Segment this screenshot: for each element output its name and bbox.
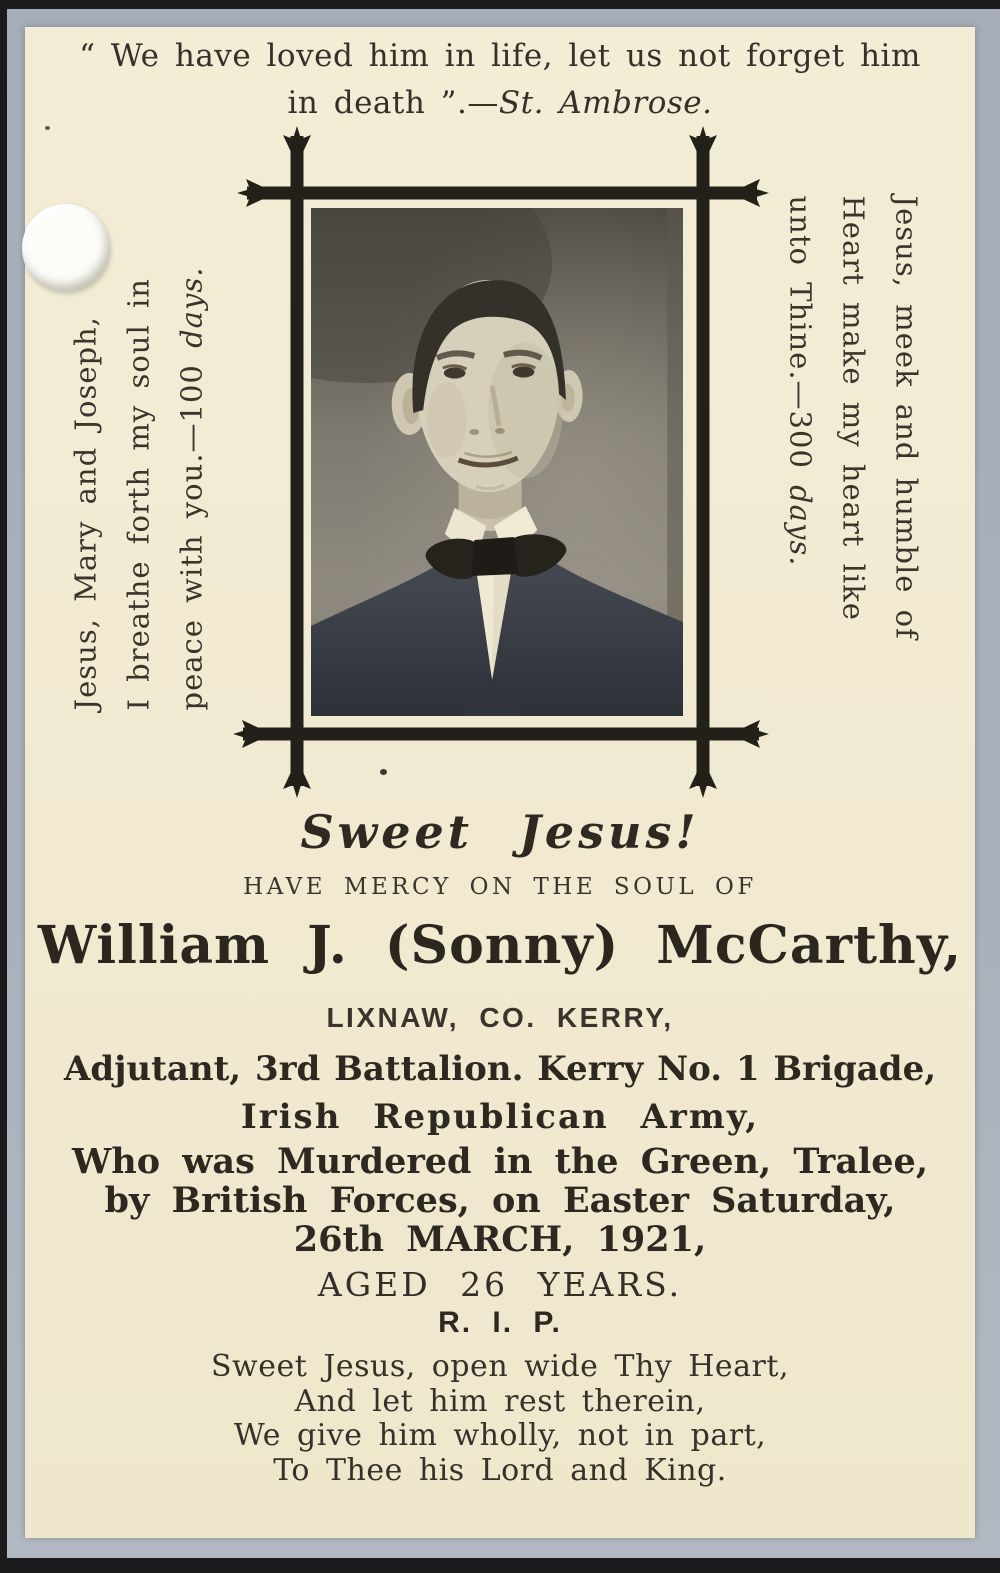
quote-line-2: in death ”.—St. Ambrose.: [287, 85, 713, 121]
frame-left-bar: [291, 136, 304, 786]
invocation-heading: Sweet Jesus!: [300, 805, 700, 859]
fleur-tip: [743, 179, 769, 207]
verse-line-3: We give him wholly, not in part,: [233, 1418, 767, 1453]
fleur-tip: [689, 772, 717, 798]
fleur-tip: [689, 126, 717, 152]
frame-bars: [233, 126, 769, 798]
frame-top-bar: [247, 187, 757, 200]
verse-line-1: Sweet Jesus, open wide Thy Heart,: [211, 1349, 789, 1384]
fleur-tip: [283, 772, 311, 798]
left-prayer-line-3: peace with you.—100 days.: [174, 266, 209, 711]
top-quotation: [0, 33, 1000, 127]
fleur-tip: [233, 720, 259, 748]
ink-speck: [45, 126, 50, 130]
right-prayer-line-1: Jesus, meek and humble of: [889, 195, 924, 640]
deceased-organization: Irish Republican Army,: [240, 1097, 760, 1137]
left-prayer-line-2: I breathe forth my soul in: [121, 278, 156, 711]
fleur-tip: [743, 720, 769, 748]
right-prayer-line-3: unto Thine.—300 days.: [783, 195, 818, 567]
deceased-age: AGED 26 YEARS.: [317, 1265, 683, 1304]
death-circumstances: [0, 1142, 1000, 1259]
death-date: 26th MARCH, 1921,: [293, 1219, 707, 1260]
frame-right-bar: [697, 136, 710, 786]
deceased-name: William J. (Sonny) McCarthy,: [37, 915, 963, 976]
rip-line: R. I. P.: [438, 1306, 562, 1339]
frame-bottom-bar: [243, 728, 759, 741]
deceased-rank: Adjutant, 3rd Battalion. Kerry No. 1 Brigade,: [63, 1049, 937, 1089]
cross-frame: [225, 120, 785, 815]
right-indulgence-prayer: [774, 196, 933, 706]
death-line-1: Who was Murdered in the Green, Tralee,: [71, 1141, 929, 1182]
right-prayer-line-2: Heart make my heart like: [836, 195, 871, 621]
verse-line-4: To Thee his Lord and King.: [273, 1452, 727, 1488]
quote-line-1: “ We have loved him in life, let us not forget him: [79, 38, 921, 74]
verse-line-2: And let him rest therein,: [294, 1383, 706, 1419]
mercy-line: HAVE MERCY ON THE SOUL OF: [243, 874, 757, 900]
fleur-tip: [283, 126, 311, 152]
deceased-place: LIXNAW, CO. KERRY,: [326, 1002, 674, 1033]
fleur-tip: [237, 179, 263, 207]
death-line-2: by British Forces, on Easter Saturday,: [104, 1180, 896, 1221]
punch-hole: [22, 204, 110, 292]
quote-attribution: St. Ambrose.: [498, 85, 713, 121]
left-prayer-line-1: Jesus, Mary and Joseph,: [68, 316, 103, 711]
ink-speck: [380, 769, 387, 775]
closing-verse: [0, 1350, 1000, 1488]
